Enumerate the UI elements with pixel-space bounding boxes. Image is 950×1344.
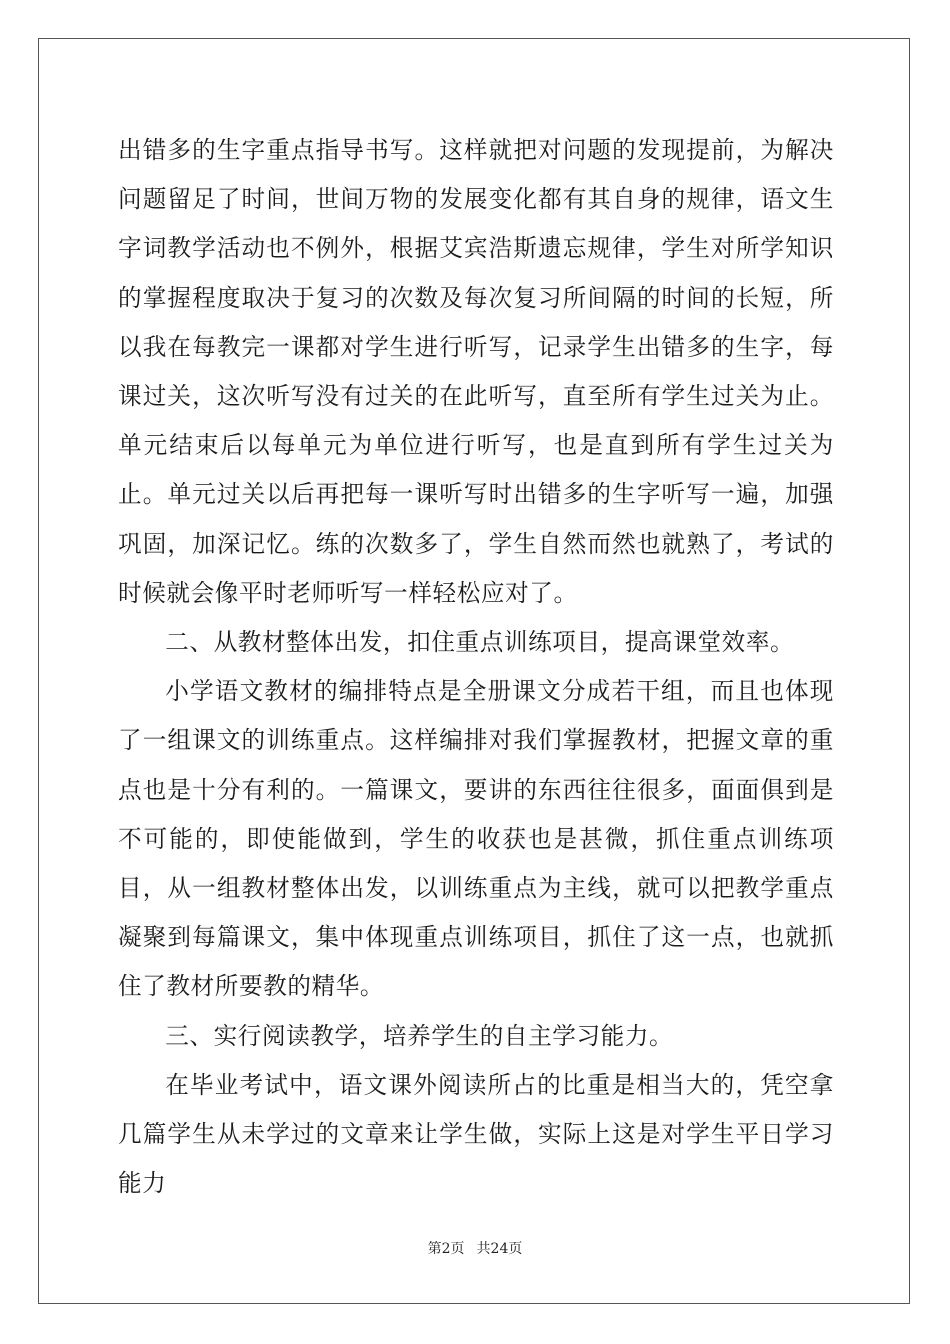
page-total: 共24页 — [476, 1241, 523, 1257]
page-number: 第2页 — [427, 1241, 465, 1257]
paragraph-2-heading: 二、从教材整体出发，扣住重点训练项目，提高课堂效率。 — [165, 628, 795, 657]
paragraph-3: 小学语文教材的编排特点是全册课文分成若干组，而且也体现了一组课文的训练重点。这样编排对我们掌握教材，把握文章的重点也是十分有利的。一篇课文，要讲的东西往往很多，面面俱到是不可能的，即使能做到，学生的收获也是甚微，抓住重点训练项目，从一组教材整体出发，以训练重点为主线，就可以把教学重点凝聚到每篇课文，集中体现重点训练项目，抓住了这一点，也就抓住了教材所要教的精华。 — [118, 677, 834, 1001]
document-body — [118, 126, 834, 1208]
paragraph-5: 在毕业考试中，语文课外阅读所占的比重是相当大的，凭空拿几篇学生从未学过的文章来让学生做，实际上这是对学生平日学习能力 — [118, 1070, 834, 1198]
page-footer — [0, 1240, 950, 1258]
paragraph-4-heading: 三、实行阅读教学，培养学生的自主学习能力。 — [165, 1021, 674, 1050]
paragraph-1: 出错多的生字重点指导书写。这样就把对问题的发现提前，为解决问题留足了时间，世间万物的发展变化都有其自身的规律，语文生字词教学活动也不例外，根据艾宾浩斯遗忘规律，学生对所学知识的掌握程度取决于复习的次数及每次复习所间隔的时间的长短，所以我在每教完一课都对学生进行听写，记录学生出错多的生字，每课过关，这次听写没有过关的在此听写，直至所有学生过关为止。单元结束后以每单元为单位进行听写，也是直到所有学生过关为止。单元过关以后再把每一课听写时出错多的生字听写一遍，加强巩固，加深记忆。练的次数多了，学生自然而然也就熟了，考试的时候就会像平时老师听写一样轻松应对了。 — [118, 136, 834, 607]
